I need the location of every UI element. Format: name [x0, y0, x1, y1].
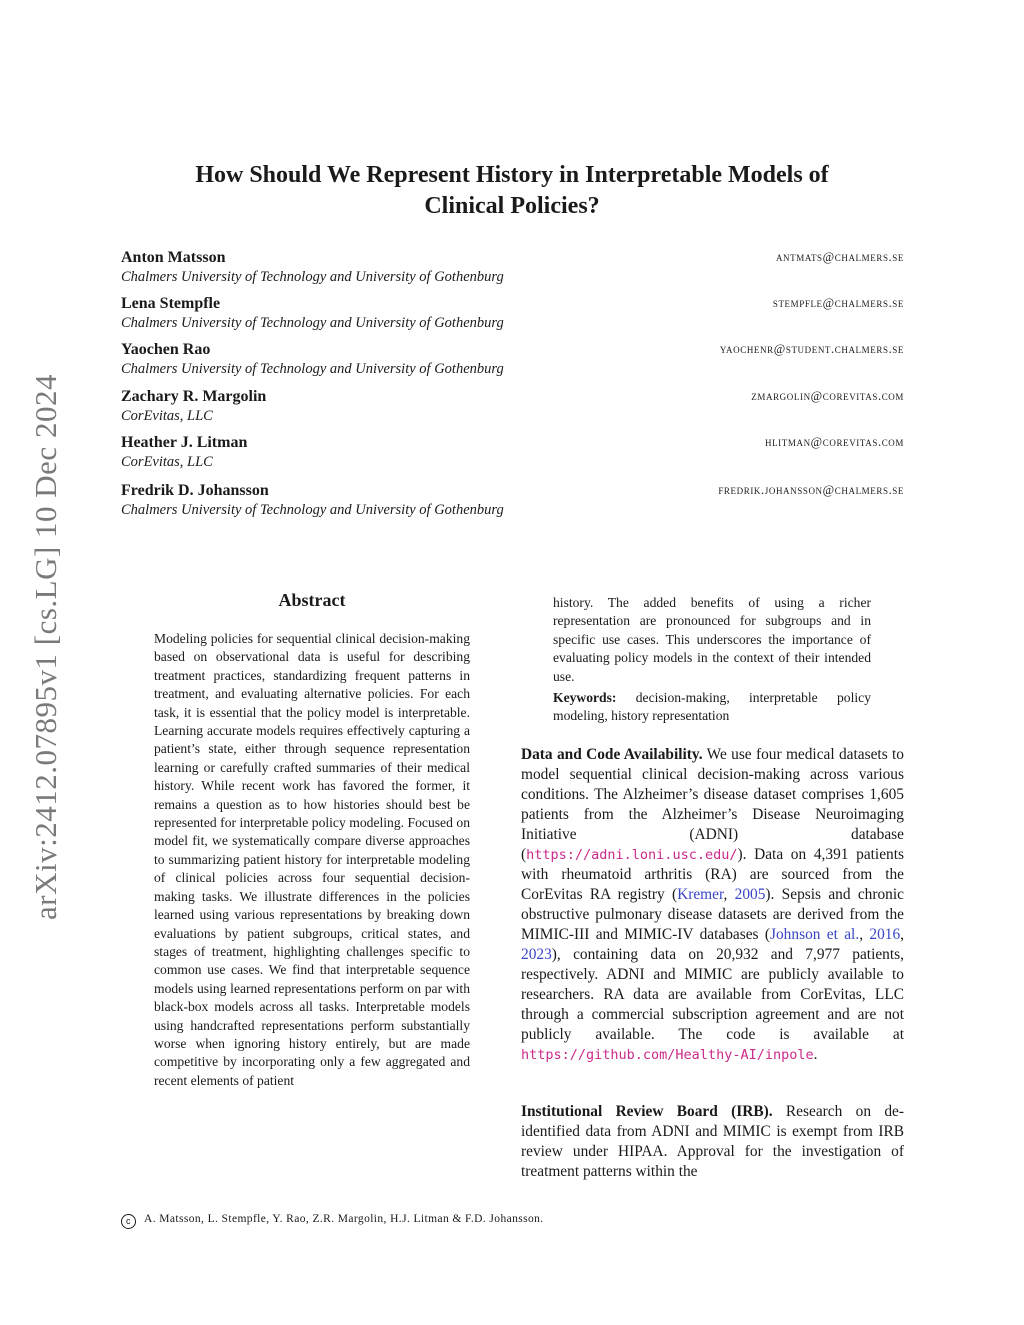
author-email[interactable]: zmargolin@corevitas.com: [751, 389, 904, 403]
citation-link[interactable]: 2023: [521, 946, 552, 963]
citation-link[interactable]: Johnson et al.: [770, 926, 860, 943]
section-text: ). Sepsis and chronic obstructive pulmonary disease datasets are derived from the MIMIC-III and MIMIC-IV databases (: [521, 886, 904, 943]
author-block: [121, 248, 904, 286]
section-heading: Data and Code Availability.: [521, 746, 703, 763]
github-url-link[interactable]: https://github.com/Healthy-AI/inpole: [521, 1047, 814, 1063]
section-text: ,: [859, 926, 870, 943]
abstract-body: Modeling policies for sequential clinical decision-making based on observational data is useful for describing treatment practices, standardizing frequent patterns in treatment, and evaluating alternative policies. For each task, it is essential that the policy model is interpretable. Learning accurate models requires effectively capturing a patient’s state, either through sequence representation learning or carefully crafted summaries of their medical history. While recent work has favored the former, it remains a question as to how histories should best be represented for interpretable policy modeling. Focused on model fit, we systematically compare diverse approaches to summarizing patient history for interpretable modeling of clinical policies across four sequential decision-making tasks. We illustrate differences in the policies learned using various representations by breaking down evaluations by patient subgroups, critical states, and stages of treatment, highlighting challenges specific to common use cases. We find that interpretable sequence models using learned representations perform on par with black-box models across all tasks. Interpretable models using handcrafted representations perform substantially worse when ignoring history entirely, but are made competitive by incorporating only a few aggregated and recent elements of patient: [154, 631, 470, 1088]
author-name: Lena Stempfle: [121, 295, 221, 312]
footer-copyright: [121, 1213, 544, 1229]
author-affiliation: CorEvitas, LLC: [121, 454, 213, 470]
arxiv-identifier: arXiv:2412.07895v1 [cs.LG] 10 Dec 2024: [28, 374, 63, 920]
section-text: Research on de-identified data from ADNI and MIMIC is exempt from IRB review under HIPAA. Approval for the investigation of treatment patterns within the: [521, 1103, 905, 1180]
copyright-icon: c: [121, 1214, 136, 1229]
author-email[interactable]: yaochenr@student.chalmers.se: [719, 342, 904, 356]
abstract-continuation: history. The added benefits of using a richer representation are pronounced for subgroups and in specific use cases. This underscores the importance of evaluating policy models in the context of their intended use.: [553, 595, 871, 684]
abstract-heading: Abstract: [278, 590, 346, 610]
author-name: Yaochen Rao: [121, 341, 211, 358]
author-block: [121, 340, 904, 378]
keywords-label: Keywords:: [553, 690, 617, 705]
author-affiliation: Chalmers University of Technology and University of Gothenburg: [121, 269, 504, 285]
paper-title: [120, 160, 904, 222]
author-name: Fredrik D. Johansson: [121, 482, 269, 499]
section-text: ), containing data on 20,932 and 7,977 patients, respectively. ADNI and MIMIC are publicly available to researchers. RA data are available from CorEvitas, LLC through a commercial subscription agreement and are not publicly available. The code is available at: [521, 946, 904, 1043]
section-text: ). Data on 4,391 patients with rheumatoid arthritis (RA) are sourced from the CorEvitas RA registry (: [521, 846, 904, 903]
author-block: [121, 433, 904, 471]
section-text: We use four medical datasets to model sequential clinical decision-making across various conditions. The Alzheimer’s disease dataset comprises 1,605 patients from the Alzheimer’s Disease Neuroimaging Initiative (ADNI) database (: [521, 746, 904, 863]
author-name: Anton Matsson: [121, 249, 226, 266]
author-block: [121, 294, 904, 332]
section-heading: Institutional Review Board (IRB).: [521, 1103, 773, 1120]
keywords: [553, 689, 871, 726]
author-affiliation: Chalmers University of Technology and University of Gothenburg: [121, 361, 504, 377]
section-text: .: [813, 1046, 818, 1063]
author-block: [121, 387, 904, 425]
data-availability-section: [521, 745, 904, 1065]
section-text: ,: [723, 886, 735, 903]
irb-section: [521, 1102, 904, 1182]
citation-link[interactable]: 2005: [734, 886, 766, 903]
author-email[interactable]: fredrik.johansson@chalmers.se: [718, 483, 904, 497]
author-email[interactable]: hlitman@corevitas.com: [764, 435, 904, 449]
section-text: ,: [900, 926, 905, 943]
author-name: Zachary R. Margolin: [121, 388, 267, 405]
arxiv-sidebar-container: [20, 352, 72, 942]
author-name: Heather J. Litman: [121, 434, 248, 451]
author-affiliation: Chalmers University of Technology and University of Gothenburg: [121, 315, 504, 331]
author-affiliation: CorEvitas, LLC: [121, 408, 213, 424]
adni-url-link[interactable]: https://adni.loni.usc.edu/: [526, 847, 738, 863]
author-email[interactable]: antmats@chalmers.se: [775, 250, 904, 264]
title-line-1: How Should We Represent History in Interpretable Models of: [195, 162, 829, 188]
footer-text: A. Matsson, L. Stempfle, Y. Rao, Z.R. Margolin, H.J. Litman & F.D. Johansson.: [144, 1213, 544, 1225]
citation-link[interactable]: Kremer: [677, 886, 724, 903]
citation-link[interactable]: 2016: [869, 926, 901, 943]
keywords-list: decision-making, interpretable policy modeling, history representation: [553, 690, 871, 724]
title-line-2: Clinical Policies?: [424, 193, 600, 219]
author-affiliation: Chalmers University of Technology and University of Gothenburg: [121, 502, 504, 518]
author-block: [121, 481, 904, 519]
author-email[interactable]: stempfle@chalmers.se: [772, 296, 904, 310]
